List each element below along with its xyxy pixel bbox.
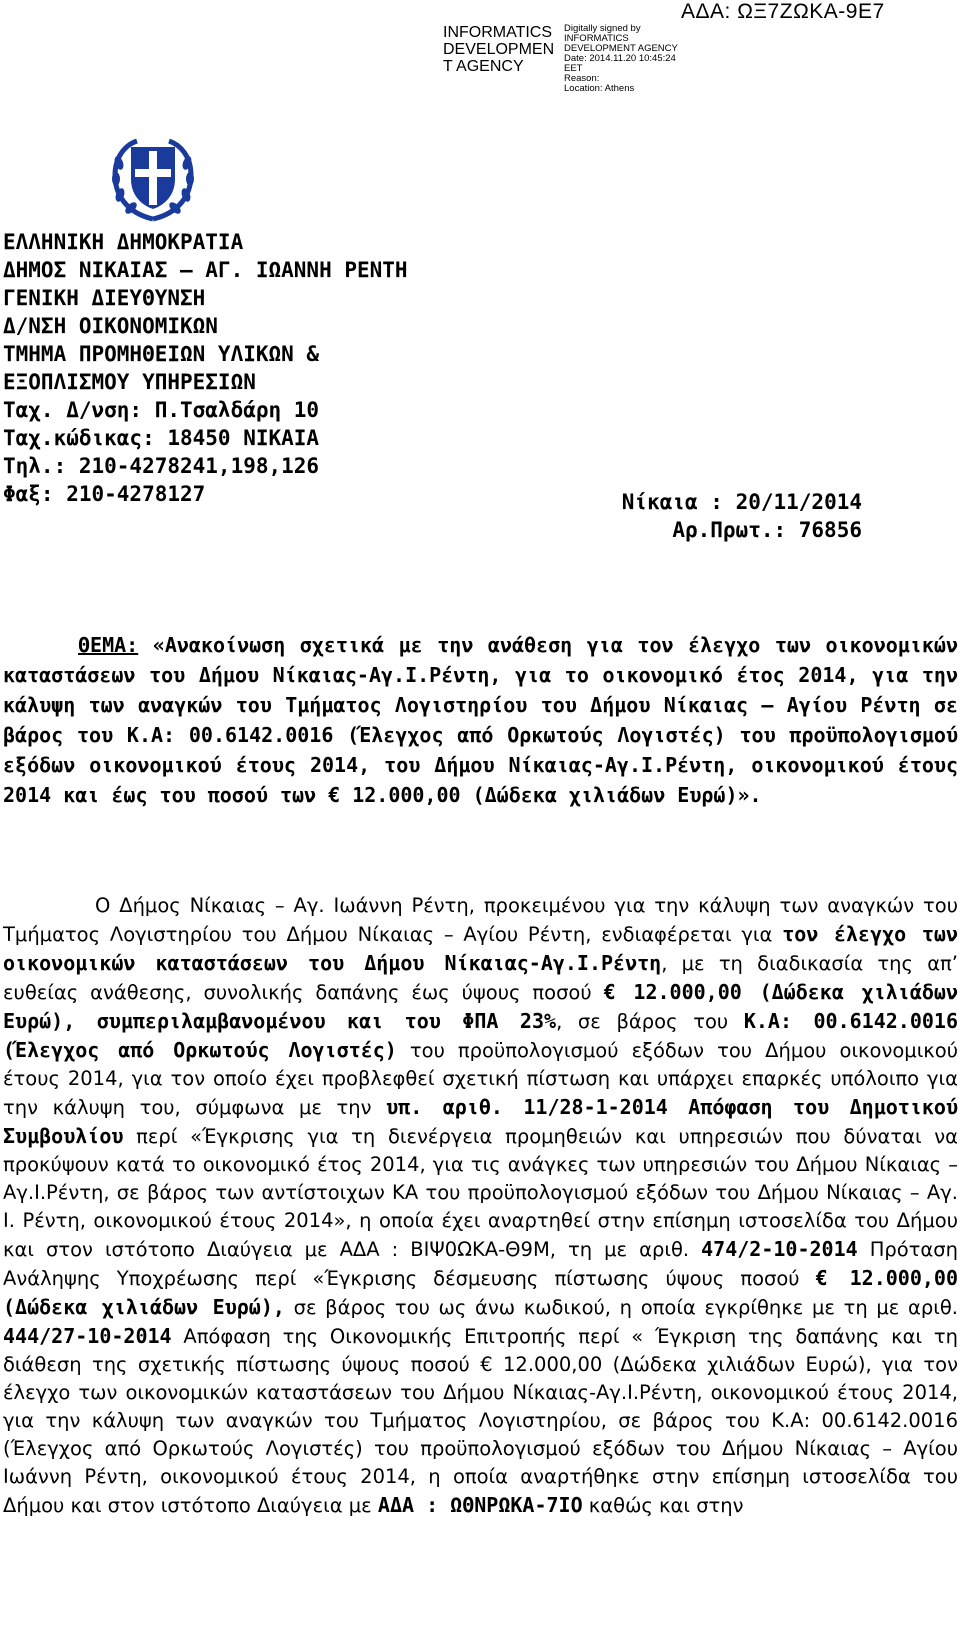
header-line: Ταχ.κώδικας: 18450 ΝΙΚΑΙΑ: [3, 426, 320, 450]
body-text: , με τη διαδικασία της απ’ ευθείας ανάθεσης, συνολικής δαπάνης έως ύψους ποσού: [3, 952, 958, 1004]
subject-text: «Ανακοίνωση σχετικά με την ανάθεση για τον έλεγχο των οικονομικών καταστάσεων του Δήμου Νίκαιας-Αγ.Ι.Ρέντη, για το οικονομικό έτος 2014, για την κάλυψη των αναγκών του Τμήματος Λογιστηρίου του Δήμου Νίκαιας – Αγίου Ρέντη σε βάρος του Κ.Α: 00.6142.0016 (Έλεγχος από Ορκωτούς Λογιστές) του προϋπολογισμού εξόδων οικονομικού έτους 2014, του Δήμου Νίκαιας-Αγ.Ι.Ρέντη, οικονομικού έτους 2014 και έως του ποσού των € 12.000,00 (Δώδεκα χιλιάδων Ευρώ)».: [3, 633, 959, 807]
signature-org-line: DEVELOPMEN: [443, 41, 555, 58]
body-bold-text: 474/2-10-2014: [701, 1237, 858, 1261]
signature-detail-line: Date: 2014.11.20 10:45:24: [564, 53, 676, 64]
body-bold-text: Κ.Α: 00.6142.0016 (Έλεγχος από Ορκωτούς Λογιστές): [3, 1009, 958, 1062]
body-text: περί «Έγκρισης για τη διενέργεια προμηθειών και υπηρεσιών που δύναται να προκύψουν κατά το οικονομικό έτος 2014, για τις ανάγκες των υπηρεσιών του Δήμου Νίκαιας – Αγ.Ι.Ρέντη, σε βάρος των αντίστοιχων ΚΑ του προϋπολογισμού εξόδων του Δήμου Νίκαιας – Αγ. Ι. Ρέντη, οικονομικού έτους 2014», η οποία έχει αναρτηθεί στην επίσημη ιστοσελίδα του Δήμου και στον ιστότοπο Διαύγεια με ΑΔΑ : ΒΙΨ0ΩΚΑ-Θ9Μ, τη με αριθ.: [3, 1125, 958, 1261]
issuer-header: [3, 228, 408, 508]
signature-detail-line: EET: [564, 63, 583, 74]
body-text: Ο Δήμος Νίκαιας – Αγ. Ιωάννη Ρέντη, προκειμένου για την κάλυψη των αναγκών του Τμήματος Λογιστηρίου του Δήμου Νίκαιας – Αγίου Ρέντη, ενδιαφέρεται για: [3, 894, 958, 946]
body-bold-text: υπ. αριθ. 11/28-1-2014 Απόφαση του Δημοτικού Συμβουλίου: [3, 1095, 958, 1148]
body-text: καθώς και στην: [582, 1494, 744, 1517]
header-line: Τηλ.: 210-4278241,198,126: [3, 454, 320, 478]
signature-org-line: T AGENCY: [443, 58, 524, 75]
header-line: Φαξ: 210-4278127: [3, 482, 206, 506]
signature-detail-line: DEVELOPMENT AGENCY: [564, 43, 678, 54]
body-text: του προϋπολογισμού εξόδων του Δήμου οικονομικού έτους 2014, για τον οποίο έχει προβλεφθεί σχετική πίστωση και υπάρχει επαρκές υπόλοιπο για την κάλυψη του, σύμφωνα με την: [3, 1039, 958, 1119]
body-paragraph: [3, 892, 958, 1520]
signature-detail-line: Digitally signed by: [564, 23, 641, 34]
header-line: ΤΜΗΜΑ ΠΡΟΜΗΘΕΙΩΝ ΥΛΙΚΩΝ &: [3, 342, 320, 366]
body-bold-text: 444/27-10-2014: [3, 1324, 172, 1348]
body-bold-text: € 12.000,00 (Δώδεκα χιλιάδων Ευρώ),: [3, 1266, 959, 1319]
header-line: ΔΗΜΟΣ ΝΙΚΑΙΑΣ – ΑΓ. ΙΩΑΝΝΗ ΡΕΝΤΗ: [3, 258, 408, 282]
date-protocol-block: [590, 488, 862, 544]
signature-org-line: INFORMATICS: [443, 24, 553, 41]
signature-detail-line: Location: Athens: [564, 83, 635, 94]
body-bold-text: ΑΔΑ : ΩΘΝΡΩΚΑ-7ΙΟ: [377, 1493, 583, 1517]
body-text: σε βάρος του ως άνω κωδικού, η οποία εγκρίθηκε με τη με αριθ.: [284, 1296, 958, 1319]
signature-detail-line: INFORMATICS: [564, 33, 629, 44]
body-text: Πρόταση Ανάληψης Υποχρέωσης περί «Έγκρισης δέσμευσης πίστωσης ύψους ποσού: [3, 1238, 958, 1290]
body-bold-text: τον έλεγχο των οικονομικών καταστάσεων του Δήμου Νίκαιας-Αγ.Ι.Ρέντη: [3, 922, 958, 975]
body-text: , σε βάρος του: [556, 1010, 744, 1033]
protocol-number: Αρ.Πρωτ.: 76856: [672, 518, 862, 542]
header-line: ΕΞΟΠΛΙΣΜΟΥ ΥΠΗΡΕΣΙΩΝ: [3, 370, 256, 394]
body-bold-text: € 12.000,00 (Δώδεκα χιλιάδων Ευρώ), συμπεριλαμβανομένου και του ΦΠΑ 23%: [3, 980, 958, 1033]
digital-signature-details: [564, 24, 678, 94]
greek-coat-of-arms-icon: [107, 133, 199, 225]
ada-code: ΑΔΑ: ΩΞ7ΖΩΚΑ-9Ε7: [681, 0, 885, 23]
document-date: Νίκαια : 20/11/2014: [621, 490, 862, 514]
subject-label: ΘΕΜΑ:: [78, 633, 139, 657]
header-line: Ταχ. Δ/νση: Π.Τσαλδάρη 10: [3, 398, 320, 422]
digital-signature-org: [443, 24, 554, 75]
header-line: ΓΕΝΙΚΗ ΔΙΕΥΘΥΝΣΗ: [3, 286, 206, 310]
subject-paragraph: [3, 630, 958, 810]
header-line: Δ/ΝΣΗ ΟΙΚΟΝΟΜΙΚΩΝ: [3, 314, 218, 338]
body-text: Απόφαση της Οικονομικής Επιτροπής περί « Έγκριση της δαπάνης και τη διάθεση της σχετικής πίστωσης ύψους ποσού € 12.000,00 (Δώδεκα χιλιάδων Ευρώ), για τον έλεγχο των οικονομικών καταστάσεων του Δήμου Νίκαιας-Αγ.Ι.Ρέντη, οικονομικού έτους 2014, για την κάλυψη των αναγκών του Τμήματος Λογιστηρίου, σε βάρος του Κ.Α: 00.6142.0016 (Έλεγχος από Ορκωτούς Λογιστές) του προϋπολογισμού εξόδων του Δήμου Νίκαιας – Αγίου Ιωάννη Ρέντη, οικονομικού έτους 2014, η οποία αναρτήθηκε στην επίσημη ιστοσελίδα του Δήμου και στον ιστότοπο Διαύγεια με: [3, 1325, 958, 1517]
header-line: ΕΛΛΗΝΙΚΗ ΔΗΜΟΚΡΑΤΙΑ: [3, 230, 244, 254]
signature-detail-line: Reason:: [564, 73, 600, 84]
